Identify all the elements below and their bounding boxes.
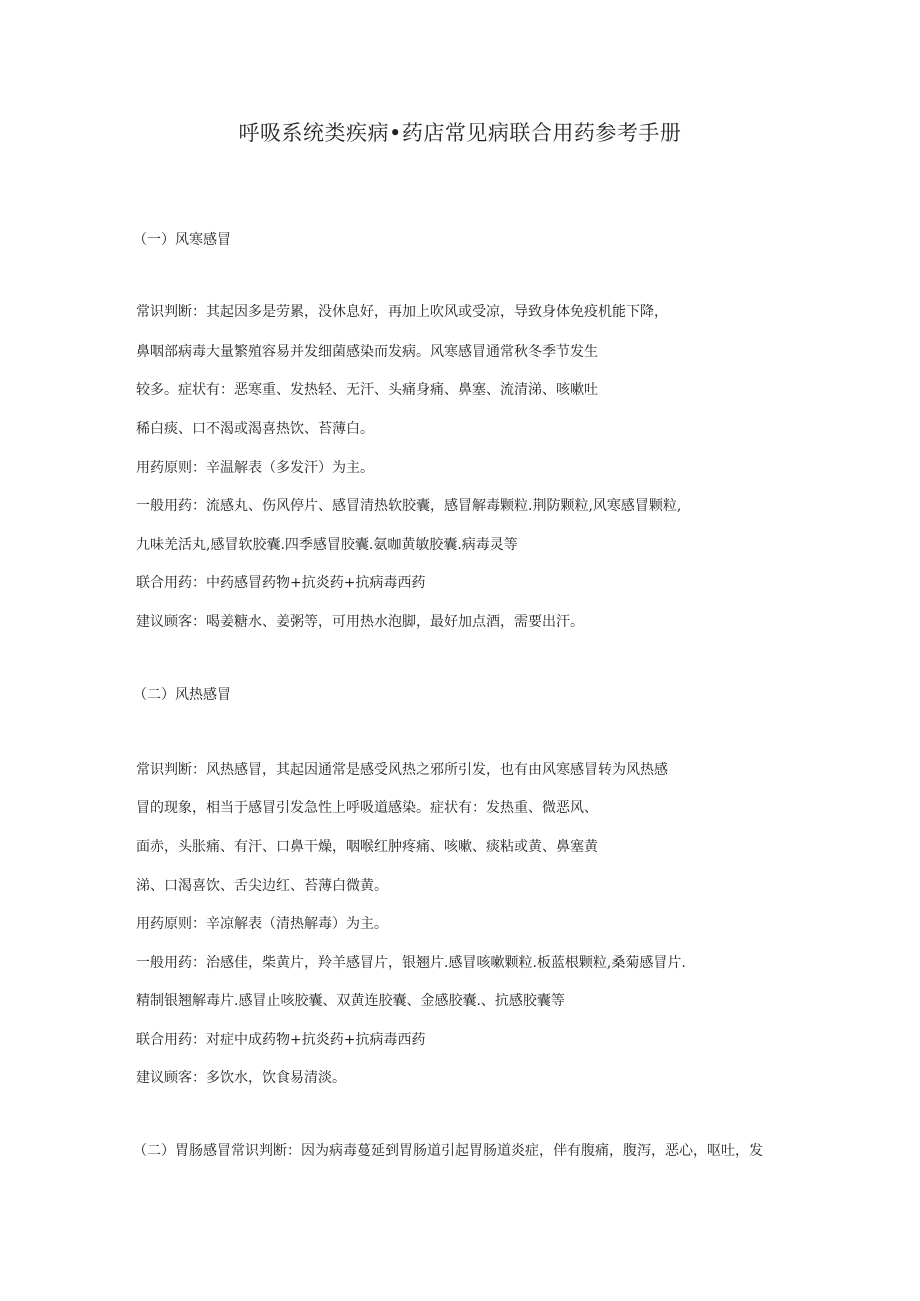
paragraph-line: 建议顾客：喝姜糖水、姜粥等，可用热水泡脚，最好加点酒，需要出汗。: [136, 614, 584, 630]
document-title: 呼吸系统类疾病•药店常见病联合用药参考手册: [238, 121, 682, 145]
section-paragraph-gastro: （二）胃肠感冒常识判断：因为病毒蔓延到胃肠道引起胃肠道炎症，伴有腹痛，腹泻，恶心，呕吐，发: [133, 1143, 763, 1159]
paragraph-line: 用药原则：辛凉解表（清热解毒）为主。: [136, 916, 388, 932]
paragraph-line: 常识判断：其起因多是劳累，没休息好，再加上吹风或受凉，导致身体免疫机能下降，: [136, 304, 668, 320]
paragraph-line: 建议顾客：多饮水，饮食易清淡。: [136, 1070, 346, 1086]
section-heading-wind-cold: （一）风寒感冒: [133, 232, 231, 248]
paragraph-line: 稀白痰、口不渴或渴喜热饮、苔薄白。: [136, 421, 374, 437]
paragraph-line: 涕、口渴喜饮、舌尖边红、苔薄白微黄。: [136, 878, 388, 894]
paragraph-line: 面赤，头胀痛、有汗、口鼻干燥，咽喉红肿疼痛、咳嗽、痰粘或黄、鼻塞黄: [136, 839, 598, 855]
paragraph-line: 一般用药：治感佳，柴黄片，羚羊感冒片，银翘片.感冒咳嗽颗粒.板蓝根颗粒,桑菊感冒片.: [136, 955, 686, 971]
paragraph-line: 联合用药：对症中成药物+抗炎药+抗病毒西药: [136, 1032, 426, 1048]
section-heading-wind-heat: （二）风热感冒: [133, 687, 231, 703]
paragraph-line: 联合用药：中药感冒药物+抗炎药+抗病毒西药: [136, 575, 426, 591]
paragraph-line: 鼻咽部病毒大量繁殖容易并发细菌感染而发病。风寒感冒通常秋冬季节发生: [136, 344, 598, 360]
paragraph-line: 九味羌活丸,感冒软胶囊.四季感冒胶囊.氨咖黄敏胶囊.病毒灵等: [136, 537, 518, 553]
paragraph-line: 精制银翘解毒片.感冒止咳胶囊、双黄连胶囊、金感胶囊.、抗感胶囊等: [136, 993, 565, 1009]
paragraph-line: 一般用药：流感丸、伤风停片、感冒清热软胶囊，感冒解毒颗粒.荆防颗粒,风寒感冒颗粒,: [136, 498, 682, 514]
paragraph-line: 较多。症状有：恶寒重、发热轻、无汗、头痛身痛、鼻塞、流清涕、咳嗽吐: [136, 382, 598, 398]
paragraph-line: 冒的现象，相当于感冒引发急性上呼吸道感染。症状有：发热重、微恶风、: [136, 800, 598, 816]
paragraph-line: 常识判断：风热感冒，其起因通常是感受风热之邪所引发，也有由风寒感冒转为风热感: [136, 762, 668, 778]
paragraph-line: 用药原则：辛温解表（多发汗）为主。: [136, 460, 374, 476]
